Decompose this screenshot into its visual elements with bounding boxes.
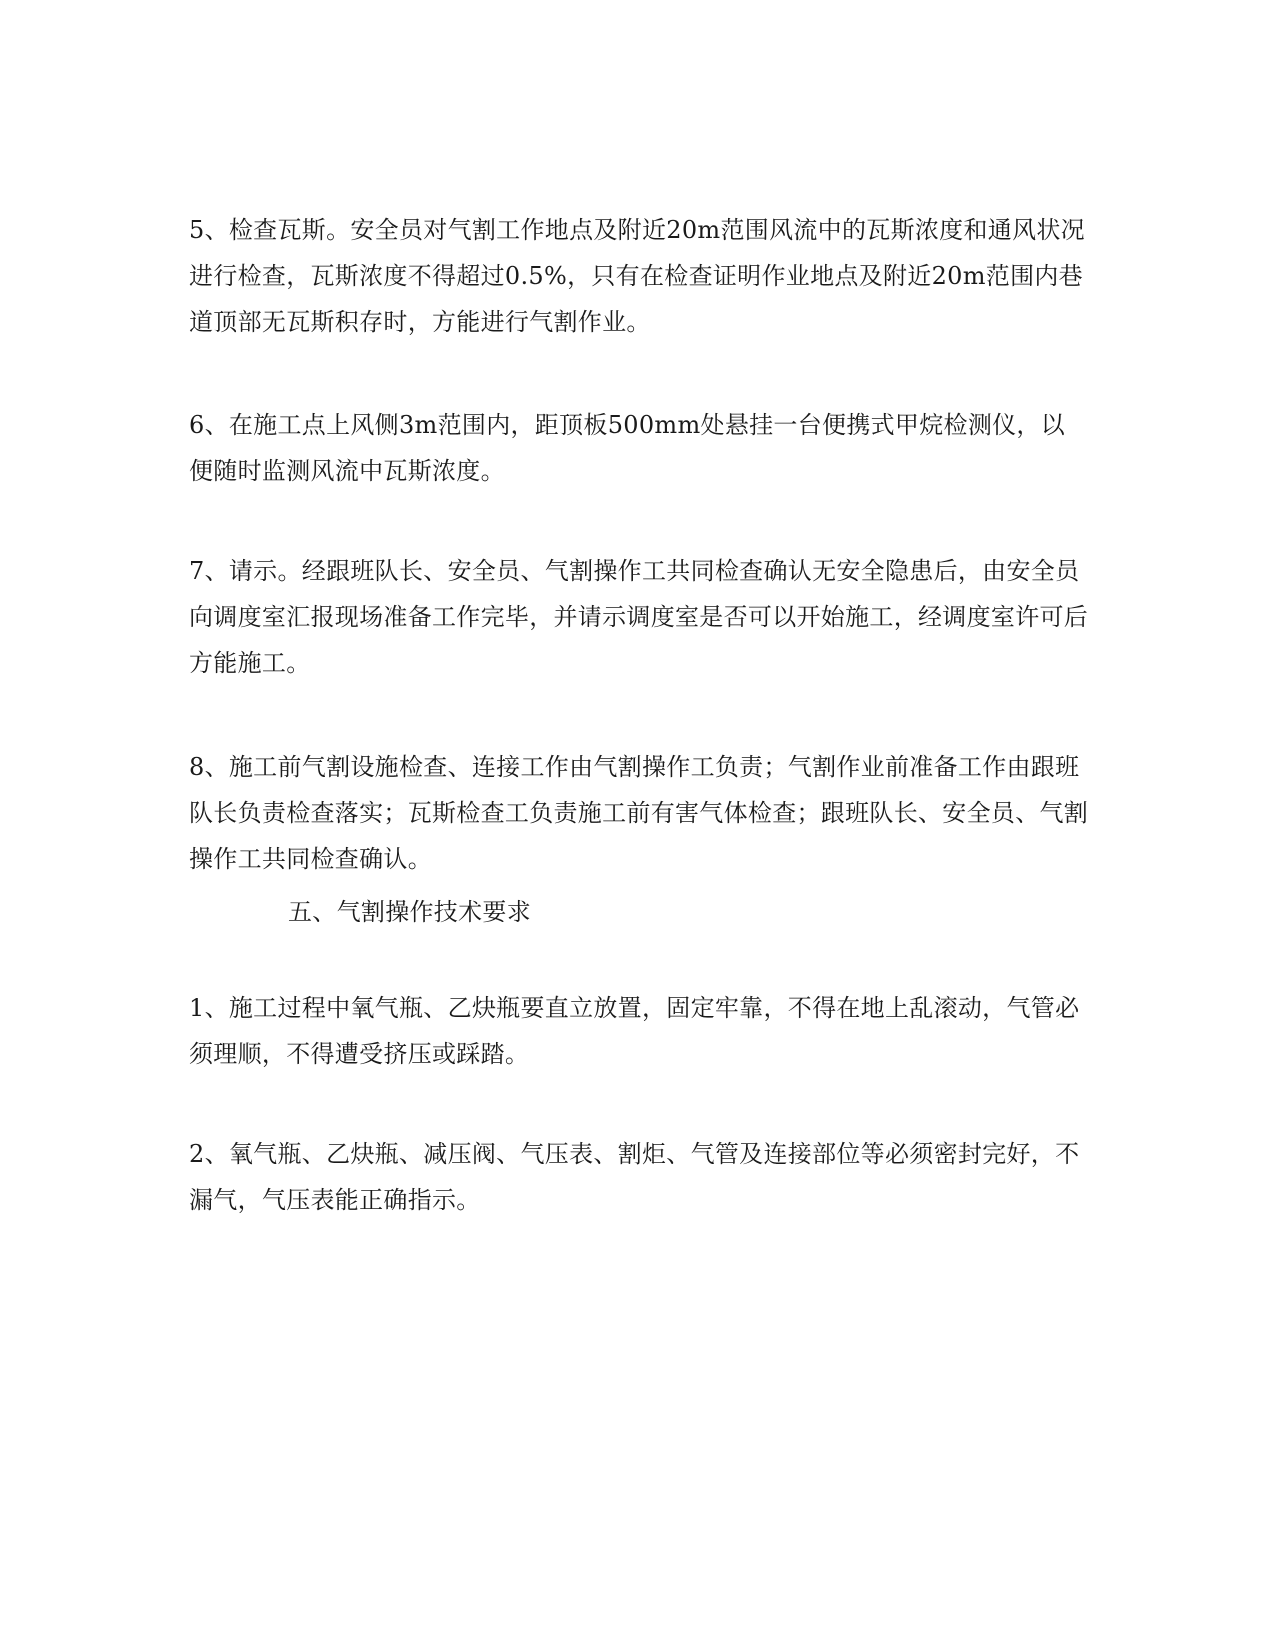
paragraph-methane-detector: 6、在施工点上风侧3m范围内，距顶板500mm处悬挂一台便携式甲烷检测仪，以便随时监测风流中瓦斯浓度。 (189, 411, 1066, 485)
paragraph-responsibilities: 8、施工前气割设施检查、连接工作由气割操作工负责；气割作业前准备工作由跟班队长负责检查落实；瓦斯检查工负责施工前有害气体检查；跟班队长、安全员、气割操作工共同检查确认。 (189, 753, 1089, 873)
paragraph-gas-check: 5、检查瓦斯。安全员对气割工作地点及附近20m范围风流中的瓦斯浓度和通风状况进行检查，瓦斯浓度不得超过0.5%，只有在检查证明作业地点及附近20m范围内巷道顶部无瓦斯积存时，方能进行气割作业。 (189, 216, 1085, 336)
paragraph-sealing-requirements: 2、氧气瓶、乙炔瓶、减压阀、气压表、割炬、气管及连接部位等必须密封完好，不漏气，气压表能正确指示。 (189, 1140, 1080, 1214)
section-heading: 五、气割操作技术要求 (288, 898, 531, 926)
paragraph-cylinder-placement: 1、施工过程中氧气瓶、乙炔瓶要直立放置，固定牢靠，不得在地上乱滚动，气管必须理顺，不得遭受挤压或踩踏。 (189, 994, 1080, 1068)
paragraph-request-approval: 7、请示。经跟班队长、安全员、气割操作工共同检查确认无安全隐患后，由安全员向调度室汇报现场准备工作完毕，并请示调度室是否可以开始施工，经调度室许可后方能施工。 (189, 557, 1089, 677)
